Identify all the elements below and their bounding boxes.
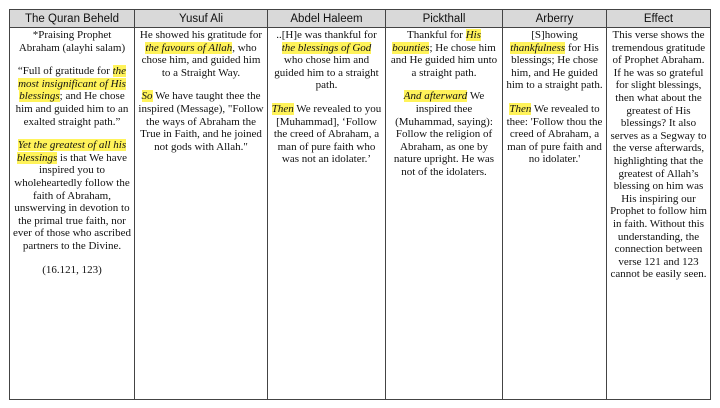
header-abdel-haleem: Abdel Haleem [268, 10, 386, 28]
header-effect: Effect [607, 10, 711, 28]
pickthall-verse-121: Thankful for His bounties; He chose him and He guided him unto a straight path. [390, 29, 498, 79]
cell-effect [607, 28, 711, 400]
verse-reference: (16.121, 123) [42, 263, 102, 276]
header-pickthall: Pickthall [386, 10, 503, 28]
header-arberry: Arberry [503, 10, 607, 28]
arberry-verse-123: Then We revealed to thee: 'Follow thou the creed of Abraham, a man of pure faith and no idolater.' [506, 102, 603, 166]
cell-pickthall [386, 28, 503, 400]
abdel-haleem-verse-121: ..[H]e was thankful for the blessings of God who chose him and guided him to a straight path. [274, 29, 379, 92]
header-row [10, 10, 711, 28]
comparison-table [9, 9, 711, 400]
header-quran-beheld: The Quran Beheld [10, 10, 135, 28]
header-yusuf-ali: Yusuf Ali [135, 10, 268, 28]
highlight: So [141, 90, 153, 103]
highlight: His bounties [392, 29, 481, 54]
cell-arberry [503, 28, 607, 400]
table-row [10, 28, 711, 400]
quran-beheld-intro: *Praising Prophet Abraham (alayhi salam) [18, 29, 126, 54]
effect-text: This verse shows the tremendous gratitude of Prophet Abraham. If he was so grateful for slight blessings, then what about the greatest of His blessings? It also serves as a Segway to the verse afterwards, highlighting that the greatest of Allah’s blessing on him was His inspiring our Prophet to follow him in faith. Without this understanding, the connection between verse 121 and 123 cannot be easily seen. [610, 29, 707, 281]
yusuf-ali-verse-123: So We have taught thee the inspired (Message), "Follow the ways of Abraham the True in Faith, and he joined not gods with Allah." [138, 90, 264, 153]
highlight: the most insignificant of His blessings [18, 65, 127, 103]
highlight: Yet the greatest of all his blessings [16, 139, 127, 164]
quran-beheld-verse-123: Yet the greatest of all his blessings is that We have inspired you to wholeheartedly follow the faith of Abraham, unswerving in devotion to the primal true faith, nor ever of those who ascribed partners to the Divine. [13, 139, 131, 252]
highlight: thankfulness [510, 41, 566, 54]
highlight: Then [271, 102, 294, 115]
yusuf-ali-verse-121: He showed his gratitude for the favours of Allah, who chose him, and guided him to a Straight Way. [139, 29, 263, 79]
quran-beheld-verse-121: “Full of gratitude for the most insignificant of His blessings; and He chose him and guided him to an exalted straight path.” [15, 65, 129, 128]
highlight: And afterward [403, 90, 468, 103]
highlight: the blessings of God [281, 41, 372, 54]
cell-quran-beheld [10, 28, 135, 400]
abdel-haleem-verse-123: Then We revealed to you [Muhammad], ‘Follow the creed of Abraham, a man of pure faith who was not an idolater.’ [271, 102, 382, 166]
cell-abdel-haleem [268, 28, 386, 400]
highlight: the favours of Allah [145, 41, 233, 54]
cell-yusuf-ali [135, 28, 268, 400]
pickthall-verse-123: And afterward We inspired thee (Muhammad, saying): Follow the religion of Abraham, as one by nature upright. He was not of the idolaters. [393, 90, 495, 178]
highlight: Then [509, 102, 532, 115]
arberry-verse-121: [S]howing thankfulness for His blessings; He chose him, and He guided him to a straight path. [506, 29, 603, 92]
